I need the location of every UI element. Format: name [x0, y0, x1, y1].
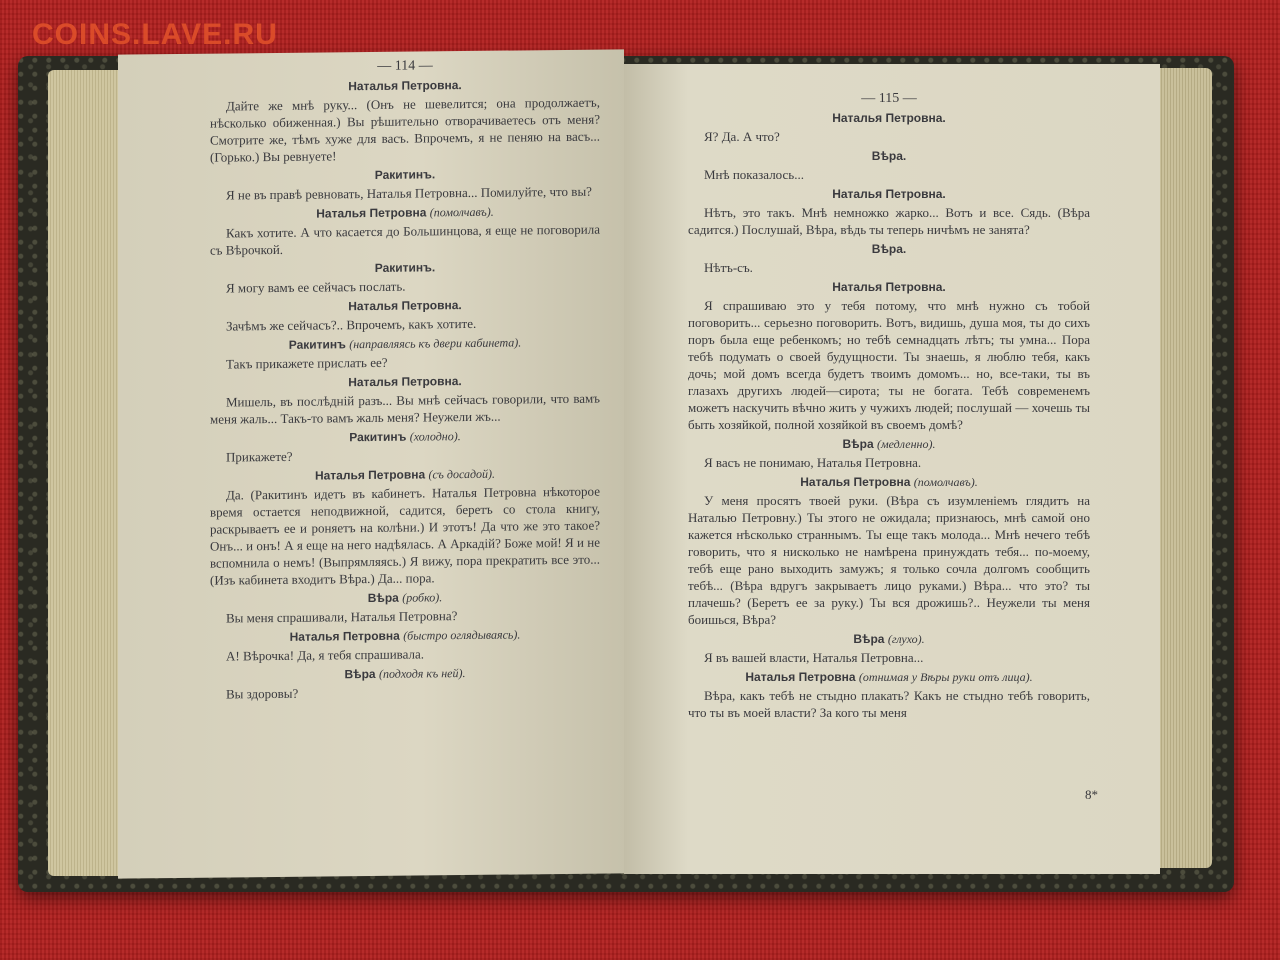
- stage-direction: (помолчавъ).: [429, 204, 494, 220]
- dialogue-line: Мишель, въ послѣдній разъ... Вы мнѣ сейчасъ говорили, что вамъ меня жаль... Такъ-то вамъ жаль меня? Неужели жъ...: [210, 390, 600, 427]
- speaker-heading: [688, 110, 1090, 127]
- dialogue-line: Вы меня спрашивали, Наталья Петровна?: [226, 608, 458, 626]
- speaker-name: Наталья Петровна: [316, 205, 427, 221]
- dialogue-line: Я въ вашей власти, Наталья Петровна...: [704, 650, 924, 665]
- left-page-blocks: [210, 76, 600, 703]
- speaker-name: Наталья Петровна.: [348, 78, 462, 94]
- dialogue-line: У меня просятъ твоей руки. (Вѣра съ изумленіемъ глядитъ на Наталью Петровну.) Ты этого не ожидала; признаюсь, мнѣ самой оно кажется нѣсколько страннымъ. Ты еще такъ молода... Мнѣ нечего тебѣ говорить, что я нисколько не намѣрена принуждать тебя... по-моему, тебѣ еще рано выходить замужъ; я только сочла долгомъ сообщить тебѣ... (Вѣра вдругъ закрываетъ лицо руками.) Вѣра... что это? ты плачешь? (Беретъ ее за руку.) Ты вся дрожишь?.. Неужели ты меня боишься, Вѣра?: [688, 493, 1090, 627]
- speaker-name: Ракитинъ: [349, 429, 407, 445]
- left-page-number: — 114 —: [377, 58, 433, 74]
- signature-mark: 8*: [1085, 787, 1098, 802]
- stage-direction: (быстро оглядываясь).: [403, 627, 521, 643]
- speaker-name: Наталья Петровна.: [348, 374, 462, 390]
- stage-direction: (съ досадой).: [428, 466, 496, 482]
- speaker-name: Вѣра: [367, 590, 399, 606]
- stage-direction: (отнимая у Вѣры руки отъ лица).: [858, 670, 1033, 684]
- speaker-name: Ракитинъ.: [374, 260, 436, 275]
- speaker-heading: [688, 669, 1090, 686]
- speaker-name: Ракитинъ: [288, 337, 346, 352]
- right-page-text: [624, 64, 1160, 721]
- dialogue-line: Я? Да. А что?: [704, 129, 780, 144]
- stage-direction: (робко).: [402, 590, 443, 605]
- dialogue-line: Дайте же мнѣ руку... (Онъ не шевелится; она продолжаетъ, нѣсколько обиженная.) Вы рѣшительно отворачиваетесь отъ меня? Смотрите же, тѣмъ хуже для васъ. Впрочемъ, я не пеняю на васъ... (Горько.) Вы ревнуете!: [210, 94, 600, 165]
- dialogue-line: Я могу вамъ ее сейчасъ послать.: [226, 278, 406, 296]
- speaker-name: Вѣра.: [871, 242, 907, 256]
- dialogue-line: Такъ прикажете прислать ее?: [226, 354, 388, 372]
- dialogue-line: Зачѣмъ же сейчасъ?.. Впрочемъ, какъ хотите.: [226, 315, 477, 334]
- dialogue-line: Я не въ правѣ ревновать, Наталья Петровна... Помилуйте, что вы?: [226, 183, 592, 203]
- speaker-name: Ракитинъ.: [374, 167, 436, 182]
- dialogue-line: Прикажете?: [226, 448, 293, 465]
- dialogue-line: Какъ хотите. А что касается до Большинцова, я еще не поговорила съ Вѣрочкой.: [210, 221, 600, 258]
- speaker-heading: [688, 474, 1090, 491]
- speaker-name: Вѣра.: [871, 149, 907, 163]
- speaker-name: Наталья Петровна.: [832, 187, 946, 201]
- speaker-name: Наталья Петровна.: [832, 111, 946, 125]
- right-page: [624, 64, 1160, 874]
- speaker-name: Наталья Петровна.: [348, 298, 462, 314]
- dialogue-line: Мнѣ показалось...: [704, 167, 804, 182]
- stage-direction: (помолчавъ).: [913, 475, 978, 489]
- dialogue-line: Вѣра, какъ тебѣ не стыдно плакать? Какъ не стыдно тебѣ говорить, что ты въ моей власти? За кого ты меня: [688, 688, 1090, 720]
- dialogue-line: Я васъ не понимаю, Наталья Петровна.: [704, 455, 922, 470]
- speaker-heading: [688, 186, 1090, 203]
- speaker-heading: [688, 148, 1090, 165]
- stage-direction: (медленно).: [876, 437, 936, 451]
- dialogue-line: Да. (Ракитинъ идетъ въ кабинетъ. Наталья Петровна нѣкоторое время остается неподвижной, садится, беретъ со стола книгу, раскрываетъ ее и роняетъ на колѣни.) И этотъ! Да что же это такое? Онъ... и онъ! А я еще на него надѣялась. А Аркадій? Боже мой! Я и не вспомнила о немъ! (Выпрямляясь.) Я вижу, пора прекратить все это... (Изъ кабинета входитъ Вѣра.) Да... пора.: [210, 483, 600, 588]
- right-page-number: — 115 —: [861, 91, 917, 106]
- speaker-heading: [688, 436, 1090, 453]
- right-page-blocks: [688, 110, 1090, 721]
- speaker-name: Вѣра: [344, 666, 376, 682]
- watermark-text: COINS.LAVE.RU: [32, 18, 278, 51]
- speaker-name: Наталья Петровна.: [832, 280, 946, 294]
- speaker-name: Наталья Петровна: [745, 670, 856, 684]
- dialogue-line: Нѣтъ, это такъ. Мнѣ немножко жарко... Вотъ и все. Сядь. (Вѣра садится.) Послушай, Вѣра, вѣдь ты теперь ничѣмъ не занята?: [688, 205, 1090, 237]
- speaker-name: Вѣра: [853, 632, 885, 646]
- dialogue-line: Нѣтъ-съ.: [704, 260, 753, 275]
- left-page-text: [118, 49, 624, 703]
- speaker-name: Наталья Петровна: [800, 475, 911, 489]
- speaker-heading: [688, 279, 1090, 296]
- dialogue-line: А! Вѣрочка! Да, я тебя спрашивала.: [226, 646, 425, 664]
- speaker-name: Наталья Петровна: [314, 467, 426, 483]
- speaker-heading: [688, 631, 1090, 648]
- stage-direction: (подходя къ ней).: [378, 666, 466, 681]
- stage-direction: (холодно).: [409, 429, 461, 444]
- left-page: [118, 49, 624, 878]
- stage-direction: (глухо).: [887, 632, 925, 646]
- speaker-name: Вѣра: [842, 437, 874, 451]
- dialogue-line: Я спрашиваю это у тебя потому, что мнѣ нужно съ тобой поговорить... серьезно поговорить. Вотъ, видишь, душа моя, ты до сихъ поръ была еще ребенкомъ; но тебѣ семнадцать лѣтъ; ты умна... Пора тебѣ подумать о своей будущности. Ты знаешь, я люблю тебя, какъ дочь; мой домъ всегда будетъ твоимъ домомъ... но, все-таки, ты въ глазахъ другихъ людей—сирота; ты не богата. Тебѣ современемъ можетъ наскучить вѣчно жить у чужихъ людей; послушай — хочешь ты быть хозяйкой, полной хозяйкой въ своемъ домѣ?: [688, 298, 1090, 432]
- stage-direction: (направляясь къ двери кабинета).: [349, 335, 522, 352]
- speaker-heading: [688, 241, 1090, 258]
- speaker-name: Наталья Петровна: [289, 628, 400, 644]
- dialogue-line: Вы здоровы?: [226, 685, 299, 702]
